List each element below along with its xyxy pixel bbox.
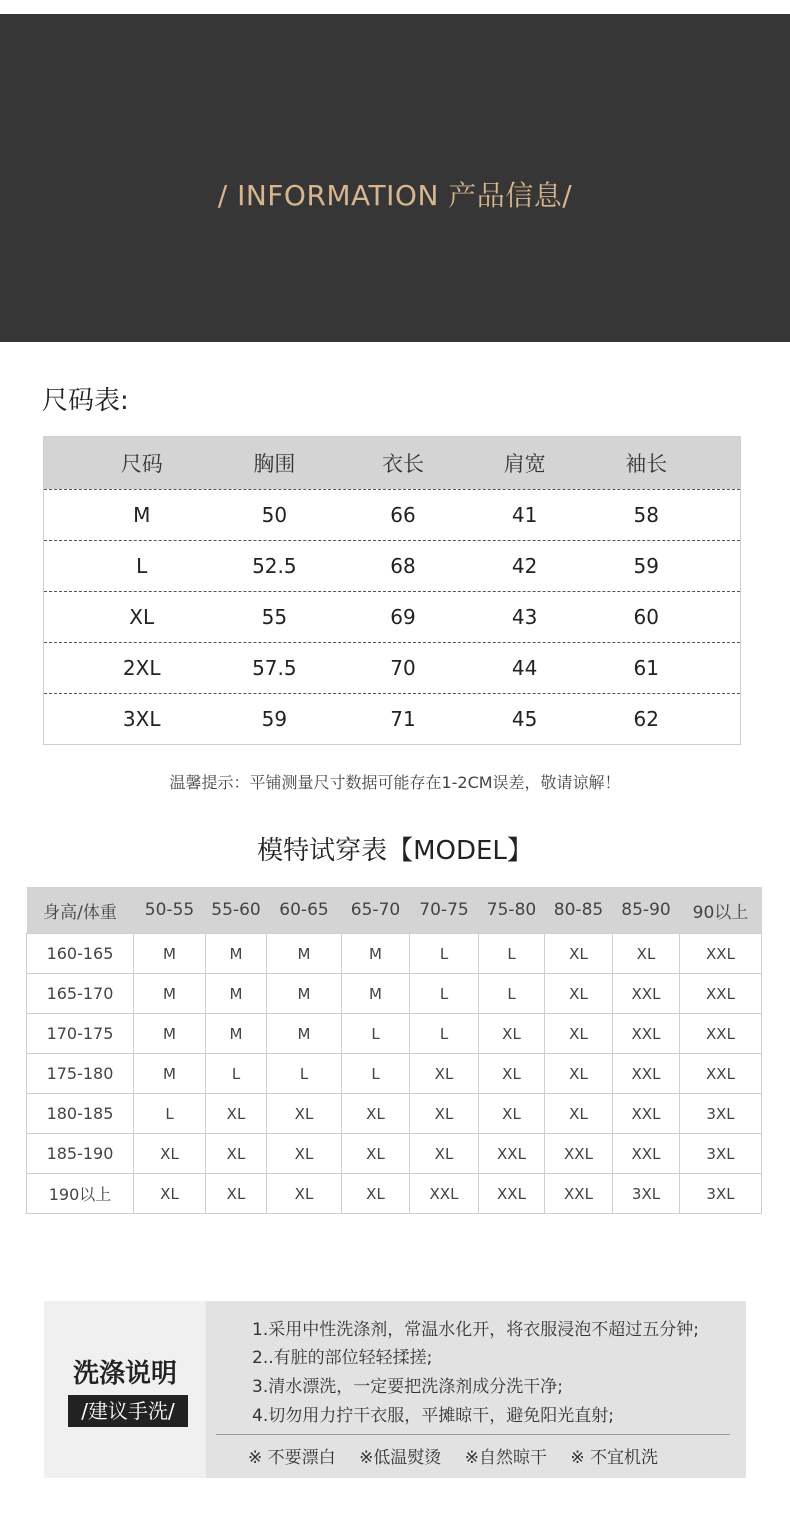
size-recommendation-cell: M [134,934,206,974]
care-tips [248,1443,676,1468]
model-chart-row [27,1174,762,1214]
size-recommendation-cell: M [342,974,410,1014]
size-recommendation-cell: XXL [680,974,762,1014]
size-chart-cell: 55 [261,605,288,629]
size-recommendation-cell: XXL [545,1134,613,1174]
size-chart-cell: 66 [390,503,416,527]
size-chart-row [44,591,740,642]
size-recommendation-cell: XL [410,1134,479,1174]
model-chart-table [26,887,762,1214]
size-recommendation-cell: XXL [680,934,762,974]
size-recommendation-cell: XXL [613,1094,680,1134]
size-chart-cell: XL [129,605,155,629]
care-tip: ※低温熨烫 [359,1448,442,1468]
size-chart-body [44,489,740,744]
size-recommendation-cell: XXL [613,1054,680,1094]
size-recommendation-cell: L [410,1014,479,1054]
info-banner [0,14,790,342]
size-recommendation-cell: XL [545,1054,613,1094]
size-chart-cell: 59 [633,554,659,578]
size-recommendation-cell: XL [410,1094,479,1134]
model-chart-body [27,934,762,1214]
size-header-cell: 胸围 [253,452,296,476]
size-header-cell: 尺码 [120,452,163,476]
size-chart-cell: 3XL [122,707,161,731]
size-recommendation-cell: XL [545,1014,613,1054]
care-tip: ※自然晾干 [464,1448,547,1468]
size-recommendation-cell: XXL [479,1174,545,1214]
size-recommendation-cell: XL [342,1174,410,1214]
size-chart-cell: 57.5 [252,656,297,680]
size-recommendation-cell: XXL [545,1174,613,1214]
size-chart-cell: 60 [633,605,659,629]
size-recommendation-cell: L [410,974,479,1014]
size-recommendation-cell: XXL [680,1014,762,1054]
size-chart-cell: 50 [261,503,288,527]
size-recommendation-cell: XL [342,1134,410,1174]
washing-line: 1.采用中性洗涤剂，常温水化开，将衣服浸泡不超过五分钟; [252,1320,699,1340]
size-chart-cell: 41 [511,503,538,527]
size-chart-cell: 59 [261,707,288,731]
model-chart-row [27,974,762,1014]
size-recommendation-cell: XL [267,1094,342,1134]
top-strip [0,0,790,14]
model-chart-row [27,934,762,974]
size-chart-table [43,436,741,745]
size-recommendation-cell: XL [206,1094,267,1134]
size-recommendation-cell: XL [410,1054,479,1094]
model-chart-heading: 模特试穿表【MODEL】 [257,836,533,866]
size-chart-cell: 70 [390,656,416,680]
size-recommendation-cell: 3XL [613,1174,680,1214]
washing-line: 4.切勿用力拧干衣服，平摊晾干，避免阳光直射; [252,1406,614,1426]
size-recommendation-cell: XL [206,1174,267,1214]
size-recommendation-cell: 3XL [680,1094,762,1134]
size-recommendation-cell: M [134,974,206,1014]
size-chart-cell: 45 [511,707,538,731]
size-chart-cell: 71 [390,707,416,731]
size-recommendation-cell: 3XL [680,1134,762,1174]
hand-wash-badge: /建议手洗/ [68,1395,188,1427]
size-chart-cell: 43 [511,605,538,629]
height-range-cell: 175-180 [27,1054,134,1094]
size-recommendation-cell: M [206,1014,267,1054]
model-header-cell: 70-75 [410,887,479,934]
model-chart-header [27,887,762,934]
model-chart-row [27,1054,762,1094]
measurement-note: 温馨提示：平铺测量尺寸数据可能存在1-2CM误差，敬请谅解！ [169,773,621,792]
size-recommendation-cell: XL [134,1174,206,1214]
size-recommendation-cell: L [267,1054,342,1094]
size-recommendation-cell: XL [267,1174,342,1214]
size-recommendation-cell: L [342,1014,410,1054]
model-chart-row [27,1014,762,1054]
height-range-cell: 165-170 [27,974,134,1014]
size-header-cell: 衣长 [381,452,424,476]
size-recommendation-cell: M [206,974,267,1014]
size-recommendation-cell: XXL [613,1134,680,1174]
size-chart-row [44,540,740,591]
size-chart-cell: 52.5 [252,554,297,578]
size-header-cell: 袖长 [625,452,668,476]
height-range-cell: 190以上 [27,1174,134,1214]
size-recommendation-cell: XL [134,1134,206,1174]
size-recommendation-cell: XL [479,1014,545,1054]
model-header-cell: 65-70 [342,887,410,934]
size-chart-cell: 42 [511,554,538,578]
size-recommendation-cell: XL [545,974,613,1014]
size-chart-cell: 62 [633,707,659,731]
size-recommendation-cell: M [134,1014,206,1054]
washing-title-panel [44,1301,206,1478]
size-chart-cell: 69 [390,605,416,629]
size-recommendation-cell: XL [342,1094,410,1134]
banner-title: / INFORMATION 产品信息/ [217,179,573,212]
model-header-cell: 75-80 [479,887,545,934]
size-recommendation-cell: XXL [410,1174,479,1214]
model-header-cell: 60-65 [267,887,342,934]
size-recommendation-cell: XXL [613,1014,680,1054]
size-chart-cell: 44 [511,656,538,680]
size-chart-cell: 2XL [122,656,161,680]
model-header-cell: 50-55 [134,887,206,934]
care-tip: ※ 不要漂白 [248,1448,336,1468]
size-chart-cell: 58 [633,503,659,527]
size-recommendation-cell: XL [545,1094,613,1134]
size-recommendation-cell: XXL [680,1054,762,1094]
size-chart-row [44,642,740,693]
size-recommendation-cell: XXL [613,974,680,1014]
size-recommendation-cell: XL [267,1134,342,1174]
model-chart-row [27,1134,762,1174]
size-chart-row [44,693,740,744]
size-recommendation-cell: XL [479,1094,545,1134]
size-header-cell: 肩宽 [503,452,546,476]
model-header-cell: 80-85 [545,887,613,934]
washing-title: 洗涤说明 [72,1359,177,1389]
size-recommendation-cell: L [479,934,545,974]
size-recommendation-cell: XL [613,934,680,974]
size-recommendation-cell: M [267,934,342,974]
size-recommendation-cell: M [267,1014,342,1054]
height-range-cell: 185-190 [27,1134,134,1174]
washing-line: 2..有脏的部位轻轻揉搓; [252,1348,433,1368]
size-chart-cell: 68 [390,554,416,578]
washing-line: 3.清水漂洗，一定要把洗涤剂成分洗干净; [252,1377,563,1397]
size-recommendation-cell: L [410,934,479,974]
size-recommendation-cell: M [134,1054,206,1094]
model-header-cell: 55-60 [206,887,267,934]
size-recommendation-cell: M [206,934,267,974]
size-recommendation-cell: M [342,934,410,974]
size-recommendation-cell: XL [479,1054,545,1094]
care-tip: ※ 不宜机洗 [570,1448,659,1468]
size-recommendation-cell: 3XL [680,1174,762,1214]
washing-instructions [44,1301,746,1478]
height-range-cell: 160-165 [27,934,134,974]
size-chart-cell: 61 [633,656,659,680]
height-range-cell: 180-185 [27,1094,134,1134]
height-range-cell: 170-175 [27,1014,134,1054]
size-chart-cell: L [136,554,148,578]
model-header-cell: 身高/体重 [27,887,134,934]
washing-divider [216,1434,730,1435]
size-recommendation-cell: XXL [479,1134,545,1174]
size-recommendation-cell: L [479,974,545,1014]
size-recommendation-cell: M [267,974,342,1014]
size-chart-cell: M [133,503,151,527]
size-recommendation-cell: L [206,1054,267,1094]
size-recommendation-cell: XL [545,934,613,974]
size-recommendation-cell: XL [206,1134,267,1174]
size-chart-heading: 尺码表: [42,386,129,416]
model-header-cell: 85-90 [613,887,680,934]
model-header-cell: 90以上 [680,887,762,934]
size-chart-header [44,437,740,489]
size-chart-row [44,489,740,540]
model-chart-row [27,1094,762,1134]
size-recommendation-cell: L [134,1094,206,1134]
size-recommendation-cell: L [342,1054,410,1094]
